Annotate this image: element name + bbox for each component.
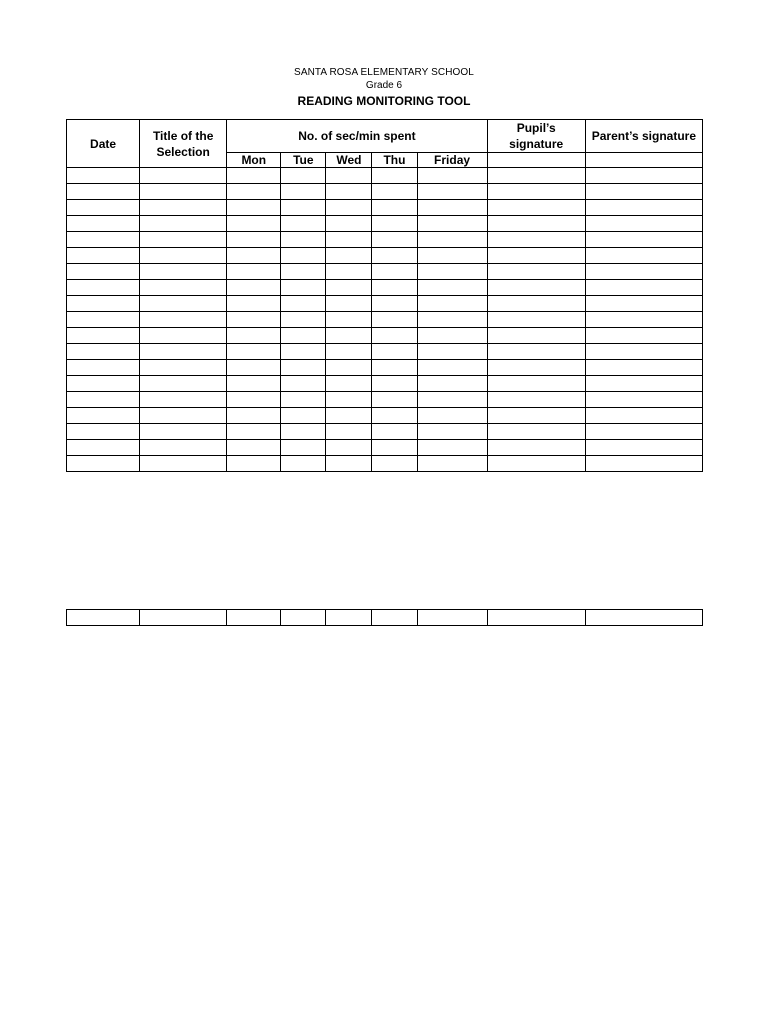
- parent-signature-cell[interactable]: [585, 610, 702, 626]
- mon-cell[interactable]: [227, 456, 281, 472]
- tue-cell[interactable]: [281, 376, 326, 392]
- table-row: [67, 344, 703, 360]
- parent-signature-cell[interactable]: [585, 248, 702, 264]
- parent-signature-cell[interactable]: [585, 360, 702, 376]
- thu-cell[interactable]: [372, 408, 417, 424]
- table-row: [67, 360, 703, 376]
- mon-cell[interactable]: [227, 392, 281, 408]
- table-row: [67, 376, 703, 392]
- table-row: [67, 232, 703, 248]
- mon-cell[interactable]: [227, 248, 281, 264]
- pupil-signature-cell[interactable]: [487, 440, 585, 456]
- table-row: [67, 168, 703, 184]
- friday-cell[interactable]: [417, 312, 487, 328]
- column-header-pupil-signature: Pupil’s signature: [487, 120, 585, 153]
- tue-cell[interactable]: [281, 440, 326, 456]
- wed-cell[interactable]: [326, 296, 372, 312]
- friday-cell[interactable]: [417, 216, 487, 232]
- pupil-signature-subheader: [487, 153, 585, 168]
- day-header-mon: Mon: [227, 153, 281, 168]
- day-header-tue: Tue: [281, 153, 326, 168]
- title-cell[interactable]: [140, 328, 227, 344]
- pupil-signature-cell[interactable]: [487, 328, 585, 344]
- thu-cell[interactable]: [372, 440, 417, 456]
- thu-cell[interactable]: [372, 216, 417, 232]
- thu-cell[interactable]: [372, 280, 417, 296]
- table-row: [67, 440, 703, 456]
- wed-cell[interactable]: [326, 328, 372, 344]
- title-cell[interactable]: [140, 456, 227, 472]
- pupil-signature-cell[interactable]: [487, 248, 585, 264]
- date-cell[interactable]: [67, 184, 140, 200]
- date-cell[interactable]: [67, 360, 140, 376]
- title-cell[interactable]: [140, 200, 227, 216]
- parent-signature-cell[interactable]: [585, 312, 702, 328]
- pupil-signature-cell[interactable]: [487, 456, 585, 472]
- tue-cell[interactable]: [281, 610, 326, 626]
- title-cell[interactable]: [140, 610, 227, 626]
- parent-signature-cell[interactable]: [585, 408, 702, 424]
- parent-signature-cell[interactable]: [585, 440, 702, 456]
- wed-cell[interactable]: [326, 280, 372, 296]
- thu-cell[interactable]: [372, 376, 417, 392]
- title-cell[interactable]: [140, 248, 227, 264]
- pupil-signature-cell[interactable]: [487, 216, 585, 232]
- thu-cell[interactable]: [372, 232, 417, 248]
- friday-cell[interactable]: [417, 200, 487, 216]
- table-row: [67, 296, 703, 312]
- wed-cell[interactable]: [326, 200, 372, 216]
- wed-cell[interactable]: [326, 610, 372, 626]
- wed-cell[interactable]: [326, 264, 372, 280]
- title-cell[interactable]: [140, 232, 227, 248]
- title-cell[interactable]: [140, 168, 227, 184]
- parent-signature-cell[interactable]: [585, 264, 702, 280]
- parent-signature-cell[interactable]: [585, 216, 702, 232]
- friday-cell[interactable]: [417, 264, 487, 280]
- mon-cell[interactable]: [227, 408, 281, 424]
- column-header-date: Date: [67, 120, 140, 168]
- thu-cell[interactable]: [372, 392, 417, 408]
- pupil-signature-cell[interactable]: [487, 392, 585, 408]
- tue-cell[interactable]: [281, 312, 326, 328]
- extra-log-rows: [67, 610, 703, 626]
- log-rows: [67, 168, 703, 472]
- date-cell[interactable]: [67, 424, 140, 440]
- mon-cell[interactable]: [227, 280, 281, 296]
- title-cell[interactable]: [140, 296, 227, 312]
- parent-signature-cell[interactable]: [585, 280, 702, 296]
- wed-cell[interactable]: [326, 168, 372, 184]
- title-cell[interactable]: [140, 216, 227, 232]
- tue-cell[interactable]: [281, 328, 326, 344]
- wed-cell[interactable]: [326, 360, 372, 376]
- title-cell[interactable]: [140, 280, 227, 296]
- header-row: [67, 120, 703, 153]
- extra-log-table: [66, 609, 703, 626]
- wed-cell[interactable]: [326, 456, 372, 472]
- pupil-signature-cell[interactable]: [487, 344, 585, 360]
- date-cell[interactable]: [67, 296, 140, 312]
- pupil-signature-cell[interactable]: [487, 232, 585, 248]
- friday-cell[interactable]: [417, 392, 487, 408]
- document-header: [0, 66, 768, 109]
- wed-cell[interactable]: [326, 184, 372, 200]
- tue-cell[interactable]: [281, 424, 326, 440]
- grade-level: Grade 6: [365, 80, 403, 91]
- title-cell[interactable]: [140, 264, 227, 280]
- parent-signature-cell[interactable]: [585, 184, 702, 200]
- tue-cell[interactable]: [281, 264, 326, 280]
- title-cell[interactable]: [140, 392, 227, 408]
- mon-cell[interactable]: [227, 232, 281, 248]
- title-cell[interactable]: [140, 184, 227, 200]
- wed-cell[interactable]: [326, 408, 372, 424]
- form-title: READING MONITORING TOOL: [297, 94, 471, 108]
- column-header-time-spent: No. of sec/min spent: [227, 120, 487, 153]
- date-cell[interactable]: [67, 280, 140, 296]
- parent-signature-cell[interactable]: [585, 456, 702, 472]
- friday-cell[interactable]: [417, 610, 487, 626]
- pupil-signature-cell[interactable]: [487, 376, 585, 392]
- friday-cell[interactable]: [417, 424, 487, 440]
- friday-cell[interactable]: [417, 232, 487, 248]
- parent-signature-cell[interactable]: [585, 344, 702, 360]
- thu-cell[interactable]: [372, 296, 417, 312]
- table-row: [67, 610, 703, 626]
- title-cell[interactable]: [140, 440, 227, 456]
- pupil-signature-cell[interactable]: [487, 408, 585, 424]
- mon-cell[interactable]: [227, 360, 281, 376]
- tue-cell[interactable]: [281, 344, 326, 360]
- parent-signature-cell[interactable]: [585, 376, 702, 392]
- tue-cell[interactable]: [281, 232, 326, 248]
- table-row: [67, 408, 703, 424]
- date-cell[interactable]: [67, 232, 140, 248]
- thu-cell[interactable]: [372, 456, 417, 472]
- mon-cell[interactable]: [227, 328, 281, 344]
- friday-cell[interactable]: [417, 248, 487, 264]
- reading-log-table: [66, 119, 703, 472]
- table-row: [67, 184, 703, 200]
- column-header-title: Title of the Selection: [140, 120, 227, 168]
- pupil-signature-cell[interactable]: [487, 184, 585, 200]
- mon-cell[interactable]: [227, 376, 281, 392]
- friday-cell[interactable]: [417, 328, 487, 344]
- thu-cell[interactable]: [372, 610, 417, 626]
- table-row: [67, 424, 703, 440]
- table-row: [67, 328, 703, 344]
- friday-cell[interactable]: [417, 344, 487, 360]
- wed-cell[interactable]: [326, 216, 372, 232]
- pupil-signature-cell[interactable]: [487, 168, 585, 184]
- pupil-signature-cell[interactable]: [487, 312, 585, 328]
- day-header-friday: Friday: [417, 153, 487, 168]
- thu-cell[interactable]: [372, 344, 417, 360]
- mon-cell[interactable]: [227, 264, 281, 280]
- wed-cell[interactable]: [326, 424, 372, 440]
- mon-cell[interactable]: [227, 216, 281, 232]
- tue-cell[interactable]: [281, 408, 326, 424]
- title-cell[interactable]: [140, 360, 227, 376]
- date-cell[interactable]: [67, 610, 140, 626]
- friday-cell[interactable]: [417, 376, 487, 392]
- tue-cell[interactable]: [281, 360, 326, 376]
- mon-cell[interactable]: [227, 312, 281, 328]
- friday-cell[interactable]: [417, 360, 487, 376]
- tue-cell[interactable]: [281, 392, 326, 408]
- tue-cell[interactable]: [281, 168, 326, 184]
- wed-cell[interactable]: [326, 440, 372, 456]
- parent-signature-cell[interactable]: [585, 168, 702, 184]
- thu-cell[interactable]: [372, 312, 417, 328]
- tue-cell[interactable]: [281, 296, 326, 312]
- date-cell[interactable]: [67, 200, 140, 216]
- thu-cell[interactable]: [372, 200, 417, 216]
- date-cell[interactable]: [67, 408, 140, 424]
- table-row: [67, 264, 703, 280]
- table-row: [67, 312, 703, 328]
- mon-cell[interactable]: [227, 184, 281, 200]
- thu-cell[interactable]: [372, 360, 417, 376]
- date-cell[interactable]: [67, 344, 140, 360]
- thu-cell[interactable]: [372, 264, 417, 280]
- date-cell[interactable]: [67, 392, 140, 408]
- pupil-signature-cell[interactable]: [487, 200, 585, 216]
- pupil-signature-cell[interactable]: [487, 610, 585, 626]
- friday-cell[interactable]: [417, 168, 487, 184]
- title-cell[interactable]: [140, 408, 227, 424]
- mon-cell[interactable]: [227, 168, 281, 184]
- friday-cell[interactable]: [417, 408, 487, 424]
- thu-cell[interactable]: [372, 328, 417, 344]
- mon-cell[interactable]: [227, 344, 281, 360]
- date-cell[interactable]: [67, 328, 140, 344]
- table-row: [67, 216, 703, 232]
- table-row: [67, 392, 703, 408]
- date-cell[interactable]: [67, 440, 140, 456]
- title-cell[interactable]: [140, 312, 227, 328]
- tue-cell[interactable]: [281, 248, 326, 264]
- date-cell[interactable]: [67, 456, 140, 472]
- tue-cell[interactable]: [281, 216, 326, 232]
- tue-cell[interactable]: [281, 200, 326, 216]
- table-row: [67, 280, 703, 296]
- friday-cell[interactable]: [417, 440, 487, 456]
- wed-cell[interactable]: [326, 248, 372, 264]
- friday-cell[interactable]: [417, 184, 487, 200]
- thu-cell[interactable]: [372, 424, 417, 440]
- table-row: [67, 456, 703, 472]
- friday-cell[interactable]: [417, 296, 487, 312]
- mon-cell[interactable]: [227, 610, 281, 626]
- parent-signature-cell[interactable]: [585, 296, 702, 312]
- parent-signature-cell[interactable]: [585, 232, 702, 248]
- day-header-wed: Wed: [326, 153, 372, 168]
- mon-cell[interactable]: [227, 440, 281, 456]
- thu-cell[interactable]: [372, 248, 417, 264]
- wed-cell[interactable]: [326, 376, 372, 392]
- mon-cell[interactable]: [227, 424, 281, 440]
- wed-cell[interactable]: [326, 232, 372, 248]
- mon-cell[interactable]: [227, 200, 281, 216]
- parent-signature-subheader: [585, 153, 702, 168]
- parent-signature-cell[interactable]: [585, 200, 702, 216]
- thu-cell[interactable]: [372, 184, 417, 200]
- column-header-parent-signature: Parent’s signature: [585, 120, 702, 153]
- tue-cell[interactable]: [281, 184, 326, 200]
- table-row: [67, 248, 703, 264]
- school-name: SANTA ROSA ELEMENTARY SCHOOL: [294, 67, 474, 78]
- date-cell[interactable]: [67, 312, 140, 328]
- wed-cell[interactable]: [326, 344, 372, 360]
- wed-cell[interactable]: [326, 392, 372, 408]
- friday-cell[interactable]: [417, 456, 487, 472]
- title-cell[interactable]: [140, 344, 227, 360]
- pupil-signature-cell[interactable]: [487, 280, 585, 296]
- mon-cell[interactable]: [227, 296, 281, 312]
- tue-cell[interactable]: [281, 280, 326, 296]
- date-cell[interactable]: [67, 264, 140, 280]
- day-header-thu: Thu: [372, 153, 417, 168]
- tue-cell[interactable]: [281, 456, 326, 472]
- friday-cell[interactable]: [417, 280, 487, 296]
- pupil-signature-cell[interactable]: [487, 424, 585, 440]
- pupil-signature-cell[interactable]: [487, 264, 585, 280]
- parent-signature-cell[interactable]: [585, 392, 702, 408]
- thu-cell[interactable]: [372, 168, 417, 184]
- pupil-signature-cell[interactable]: [487, 296, 585, 312]
- date-cell[interactable]: [67, 248, 140, 264]
- date-cell[interactable]: [67, 216, 140, 232]
- pupil-signature-cell[interactable]: [487, 360, 585, 376]
- wed-cell[interactable]: [326, 312, 372, 328]
- title-cell[interactable]: [140, 376, 227, 392]
- date-cell[interactable]: [67, 168, 140, 184]
- date-cell[interactable]: [67, 376, 140, 392]
- parent-signature-cell[interactable]: [585, 424, 702, 440]
- parent-signature-cell[interactable]: [585, 328, 702, 344]
- title-cell[interactable]: [140, 424, 227, 440]
- table-row: [67, 200, 703, 216]
